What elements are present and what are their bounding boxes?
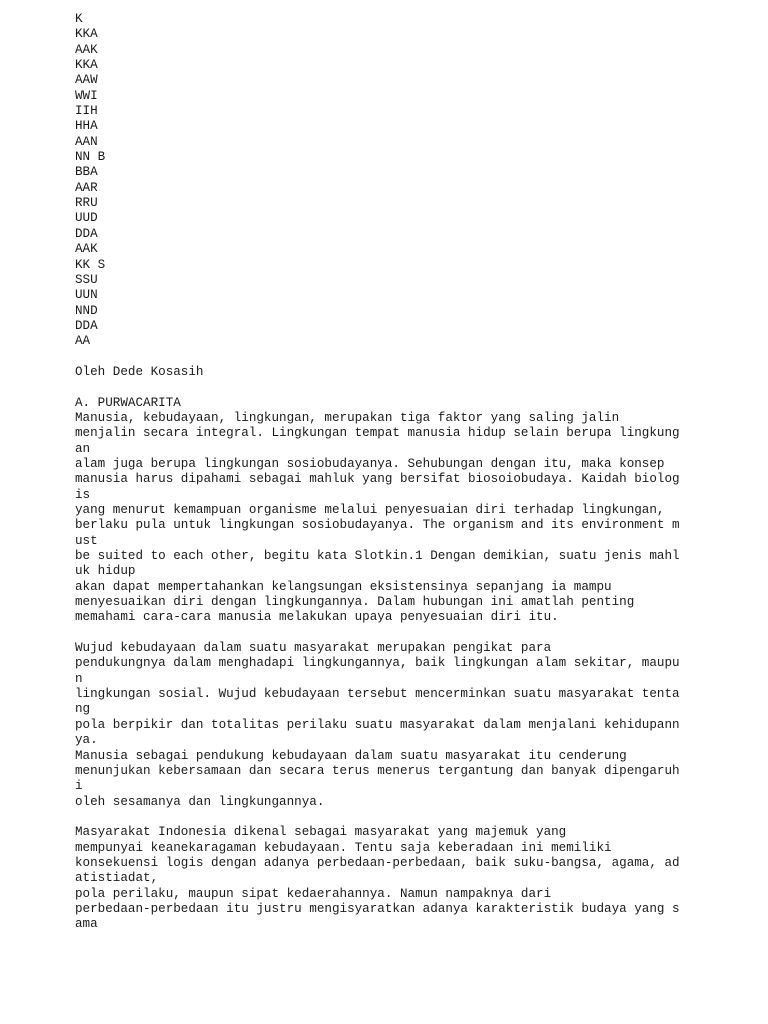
document-line: AAK — [75, 242, 98, 257]
document-line — [75, 350, 685, 365]
document-line: menyesuaikan diri dengan lingkungannya. Dalam hubungan ini amatlah penting — [75, 595, 635, 610]
document-line: AAW — [75, 73, 98, 88]
document-line: konsekuensi logis dengan adanya perbedaan-perbedaan, baik suku-bangsa, agama, ad — [75, 855, 680, 870]
document-line: atistiadat, — [75, 871, 159, 886]
document-line — [75, 626, 685, 641]
document-line: Oleh Dede Kosasih — [75, 364, 204, 379]
document-line: DDA — [75, 318, 98, 333]
document-line: pendukungnya dalam menghadapi lingkungannya, baik lingkungan alam sekitar, maupu — [75, 656, 680, 671]
document-line — [75, 380, 685, 395]
document-line: mempunyai keanekaragaman kebudayaan. Tentu saja keberadaan ini memiliki — [75, 840, 612, 855]
document-line: memahami cara-cara manusia melakukan upaya penyesuaian diri itu. — [75, 610, 559, 625]
document-line: berlaku pula untuk lingkungan sosiobudayanya. The organism and its environment m — [75, 518, 680, 533]
document-line: oleh sesamanya dan lingkungannya. — [75, 794, 325, 809]
document-line: AA — [75, 334, 91, 349]
document-line: be suited to each other, begitu kata Slotkin.1 Dengan demikian, suatu jenis mahl — [75, 549, 680, 564]
document-line: Manusia sebagai pendukung kebudayaan dalam suatu masyarakat itu cenderung — [75, 748, 627, 763]
document-line: ng — [75, 702, 91, 717]
document-line: UUD — [75, 211, 98, 226]
document-line: WWI — [75, 88, 98, 103]
document-line: akan dapat mempertahankan kelangsungan eksistensinya sepanjang ia mampu — [75, 579, 612, 594]
document-line: alam juga berupa lingkungan sosiobudayanya. Sehubungan dengan itu, maka konsep — [75, 456, 665, 471]
document-line: KKA — [75, 27, 98, 42]
document-line: RRU — [75, 196, 98, 211]
document-line: A. PURWACARITA — [75, 395, 181, 410]
document-line: Wujud kebudayaan dalam suatu masyarakat merupakan pengikat para — [75, 641, 552, 656]
document-line: NND — [75, 303, 98, 318]
document-line: HHA — [75, 119, 98, 134]
document-line: n — [75, 671, 83, 686]
document-line: pola perilaku, maupun sipat kedaerahannya. Namun nampaknya dari — [75, 886, 552, 901]
document-line: ama — [75, 917, 98, 932]
document-line: an — [75, 441, 91, 456]
document-line: i — [75, 779, 83, 794]
document-line: yang menurut kemampuan organisme melalui penyesuaian diri terhadap lingkungan, — [75, 503, 665, 517]
document-line: menunjukan kebersamaan dan secara terus menerus tergantung dan banyak dipengaruh — [75, 763, 680, 778]
document-line: lingkungan sosial. Wujud kebudayaan tersebut mencerminkan suatu masyarakat tenta — [75, 687, 680, 702]
document-line: ust — [75, 533, 98, 548]
document-line: pola berpikir dan totalitas perilaku suatu masyarakat dalam menjalani kehidupann — [75, 717, 680, 732]
document-line: Masyarakat Indonesia dikenal sebagai masyarakat yang majemuk yang — [75, 825, 567, 840]
document-line: KKA — [75, 58, 98, 73]
document-line: Manusia, kebudayaan, lingkungan, merupakan tiga faktor yang saling jalin — [75, 410, 620, 425]
document-line: manusia harus dipahami sebagai mahluk yang bersifat biosoiobudaya. Kaidah biolog — [75, 472, 680, 487]
document-line: menjalin secara integral. Lingkungan tempat manusia hidup selain berupa lingkung — [75, 426, 680, 441]
document-text — [75, 12, 685, 933]
document-line: perbedaan-perbedaan itu justru mengisyaratkan adanya karakteristik budaya yang s — [75, 901, 680, 916]
document-line: AAN — [75, 134, 98, 149]
document-line: AAK — [75, 42, 98, 57]
document-line: UUN — [75, 288, 98, 303]
document-line: DDA — [75, 226, 98, 241]
document-line: BBA — [75, 165, 98, 180]
document-line — [75, 810, 685, 825]
document-line: IIH — [75, 104, 98, 119]
document-line: K — [75, 12, 83, 26]
document-line: uk hidup — [75, 564, 136, 579]
document-line: AAR — [75, 180, 98, 195]
document-line: KK S — [75, 257, 106, 272]
document-line: NN B — [75, 150, 106, 165]
document-line: SSU — [75, 272, 98, 287]
document-line: ya. — [75, 733, 98, 748]
document-line: is — [75, 487, 91, 502]
